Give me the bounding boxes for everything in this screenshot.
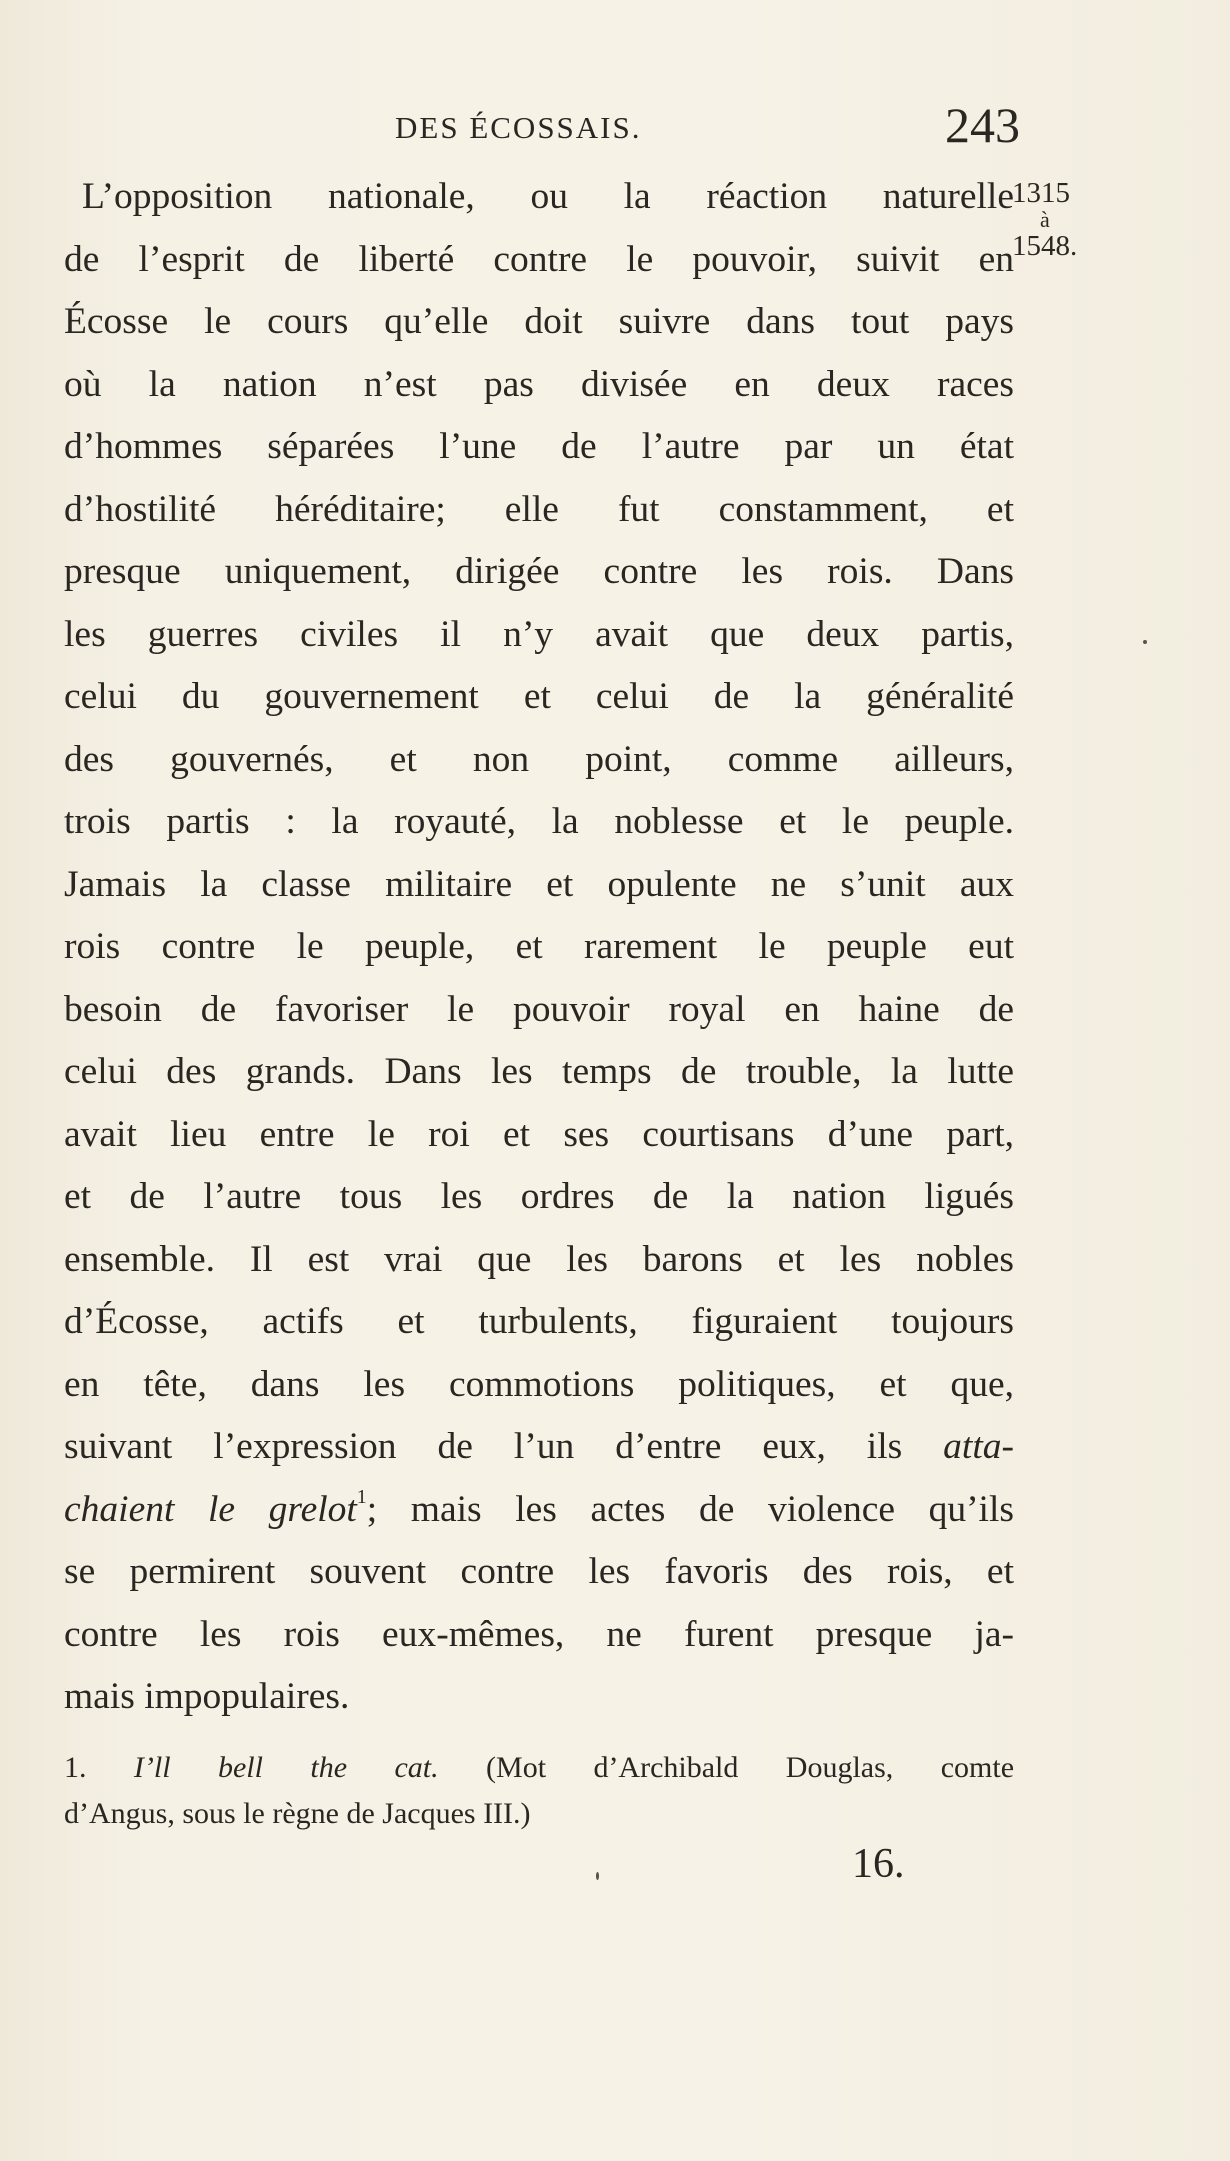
footnote-line: d’Angus, sous le règne de Jacques III.) <box>64 1797 531 1830</box>
text-line: d’Écosse, actifs et turbulents, figuraient toujours <box>64 1301 1014 1342</box>
margin-start-year: 1315 <box>1012 177 1070 209</box>
margin-end-year: 1548. <box>1012 230 1078 262</box>
text-line: presque uniquement, dirigée contre les rois. Dans <box>64 551 1014 592</box>
page-header <box>60 97 1020 164</box>
text-line: celui des grands. Dans les temps de trouble, la lutte <box>64 1051 1014 1092</box>
text-segment: ; mais les actes de violence qu’ils <box>366 1488 1014 1530</box>
text-line: les guerres civiles il n’y avait que deux partis, <box>64 613 1014 655</box>
main-text <box>64 166 1014 1729</box>
text-line: contre les rois eux-mêmes, ne furent presque ja- <box>64 1613 1014 1655</box>
text-line: trois partis : la royauté, la noblesse et le peuple. <box>64 801 1014 842</box>
margin-connector: à <box>1040 207 1050 232</box>
text-line: d’hostilité héréditaire; elle fut constamment, et <box>64 488 1014 530</box>
text-line: de l’esprit de liberté contre le pouvoir, suivit en <box>64 238 1014 280</box>
text-line: d’hommes séparées l’une de l’autre par un état <box>64 426 1014 467</box>
footnote-number: 1. <box>64 1751 87 1784</box>
running-title: DES ÉCOSSAIS. <box>395 110 642 145</box>
page-number: 243 <box>945 97 1020 153</box>
text-segment: suivant l’expression de l’un d’entre eux, ils <box>64 1426 903 1467</box>
text-line: L’opposition nationale, ou la réaction naturelle <box>82 176 1014 217</box>
signature-mark: 16. <box>852 1841 905 1887</box>
italic-phrase: atta- <box>943 1426 1014 1467</box>
text-line: se permirent souvent contre les favoris des rois, et <box>64 1551 1014 1592</box>
text-line: mais impopulaires. <box>64 1676 350 1717</box>
italic-phrase: chaient le grelot <box>64 1488 357 1530</box>
footnote <box>64 1745 1014 1837</box>
ink-speck <box>1143 640 1147 644</box>
text-line: Écosse le cours qu’elle doit suivre dans tout pays <box>64 301 1014 342</box>
text-line: celui du gouvernement et celui de la généralité <box>64 676 1014 717</box>
footnote-quote: I’ll bell the cat. <box>133 1751 439 1784</box>
footnote-reference: 1 <box>356 1485 367 1508</box>
footnote-text: (Mot d’Archibald Douglas, comte <box>486 1751 1015 1784</box>
text-line: ensemble. Il est vrai que les barons et les nobles <box>64 1238 1014 1280</box>
text-line: besoin de favoriser le pouvoir royal en haine de <box>64 988 1014 1030</box>
text-line: et de l’autre tous les ordres de la nation ligués <box>64 1176 1014 1217</box>
margin-date-note <box>1012 178 1112 262</box>
text-line-with-footnote-ref <box>64 1479 1014 1542</box>
footnote-line <box>64 1745 1014 1791</box>
text-line: en tête, dans les commotions politiques, et que, <box>64 1363 1014 1405</box>
text-line-with-italic <box>64 1416 1014 1479</box>
text-line: avait lieu entre le roi et ses courtisans d’une part, <box>64 1113 1014 1155</box>
text-line: des gouvernés, et non point, comme ailleurs, <box>64 738 1014 780</box>
text-line: rois contre le peuple, et rarement le peuple eut <box>64 926 1014 967</box>
text-line: où la nation n’est pas divisée en deux races <box>64 363 1014 405</box>
text-line: Jamais la classe militaire et opulente ne s’unit aux <box>64 863 1014 905</box>
ink-speck <box>596 1872 599 1880</box>
